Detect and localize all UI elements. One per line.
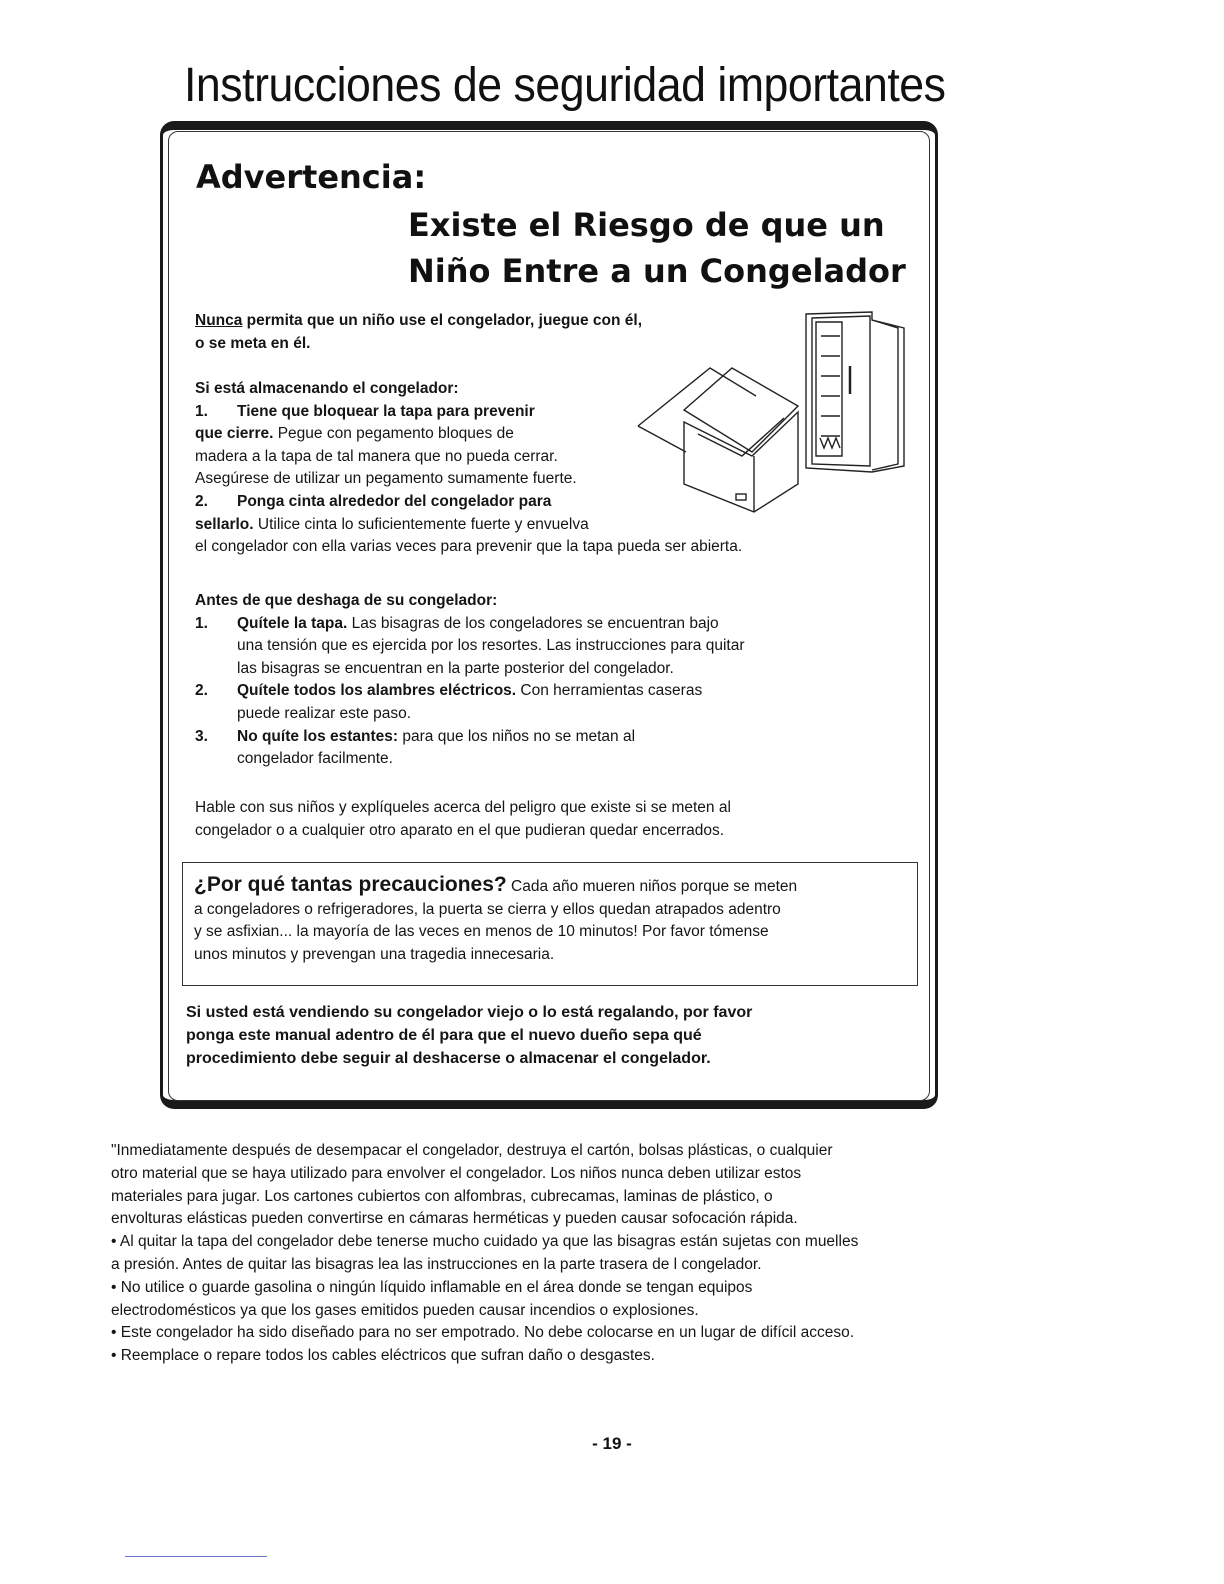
- disposal-item-1: 1. Quítele la tapa. Las bisagras de los congeladores se encuentran bajo una tensión que es ejercida por los resortes. Las instrucciones para quitar las bisagras se encuentran en la parte posterior del congelador.: [195, 614, 745, 677]
- intro-never: Nunca: [195, 312, 243, 329]
- page-number: - 19 -: [592, 1434, 632, 1453]
- precautions-title: ¿Por qué tantas precauciones?: [194, 873, 507, 896]
- storing-heading: Si está almacenando el congelador:: [195, 380, 459, 397]
- selling-paragraph: Si usted está vendiendo su congelador viejo o lo está regalando, por favor ponga este manual adentro de él para que el nuevo dueño sepa qué procedimiento debe seguir al deshacerse o almacenar el congelador.: [186, 1004, 753, 1067]
- freezer-illustration: [636, 306, 918, 518]
- chest-freezer-body: [684, 412, 798, 512]
- intro-paragraph: Nunca permita que un niño use el congelador, juegue con él, o se meta en él.: [195, 312, 642, 352]
- safety-notes: [111, 1140, 981, 1368]
- precautions-paragraph: ¿Por qué tantas precauciones? Cada año mueren niños porque se meten a congeladores o refrigeradores, la puerta se cierra y ellos quedan atrapados adentro y se asfixian... la mayoría de las veces en menos de 10 minutos! Por favor tómense unos minutos y prevengan una tragedia innecesaria.: [194, 873, 798, 963]
- note-cables: • Reemplace o repare todos los cables eléctricos que sufran daño o desgastes.: [111, 1347, 655, 1365]
- disposal-heading: Antes de que deshaga de su congelador:: [195, 592, 498, 609]
- note-flammables: • No utilice o guarde gasolina o ningún líquido inflamable en el área donde se tengan equipos electrodomésticos ya que los gases emitidos pueden causar incendios o explosiones.: [111, 1278, 753, 1319]
- disposal-section: [195, 590, 744, 771]
- chest-freezer-lid: [684, 368, 798, 452]
- note-unpacking: "Inmediatamente después de desempacar el congelador, destruya el cartón, bolsas plásticas, o cualquier otro material que se haya utilizado para envolver el congelador. Los niños nunca deben utilizar estos materiales para jugar. Los cartones cubiertos con alfombras, cubrecamas, laminas de plástico, o envolturas elásticas pueden convertirse en cámaras herméticas y pueden causar sofocación rápida.: [111, 1142, 833, 1228]
- talk-to-children-paragraph: Hable con sus niños y explíqueles acerca del peligro que existe si se meten al congelador o a cualquier otro aparato en el que pudieran quedar encerrados.: [195, 799, 731, 839]
- upright-freezer-body: [806, 312, 904, 472]
- risk-heading: [408, 202, 906, 294]
- note-lid-hinges: • Al quitar la tapa del congelador debe tenerse mucho cuidado ya que las bisagras están sujetas con muelles a presión. Antes de quitar las bisagras lea las instrucciones en la parte trasera de l congelador.: [111, 1233, 859, 1273]
- risk-heading-line1: Existe el Riesgo de que un: [408, 206, 885, 244]
- storing-section: [195, 378, 743, 559]
- disposal-item-3: 3. No quíte los estantes: para que los niños no se metan al congelador facilmente.: [195, 727, 636, 768]
- storing-item-2: 2. Ponga cinta alrededor del congelador para sellarlo. Utilice cinta lo suficientemente fuerte y envuelva el congelador con ella varias veces para prevenir que la tapa pueda ser abierta.: [195, 492, 743, 556]
- note-placement: • Este congelador ha sido diseñado para no ser empotrado. No debe colocarse en un lugar de difícil acceso.: [111, 1324, 855, 1342]
- risk-heading-line2: Niño Entre a un Congelador: [408, 252, 906, 290]
- storing-item-1: 1. Tiene que bloquear la tapa para prevenir que cierre. Pegue con pegamento bloques de madera a la tapa de tal manera que no pueda cerrar. Asegúrese de utilizar un pegamento sumamente fuerte.: [195, 402, 577, 488]
- page-title: Instrucciones de seguridad importantes: [184, 59, 946, 112]
- warning-heading: Advertencia:: [196, 158, 427, 196]
- disposal-item-2: 2. Quítele todos los alambres eléctricos. Con herramientas caseras puede realizar este paso.: [195, 682, 703, 722]
- footer-rule: [125, 1556, 267, 1557]
